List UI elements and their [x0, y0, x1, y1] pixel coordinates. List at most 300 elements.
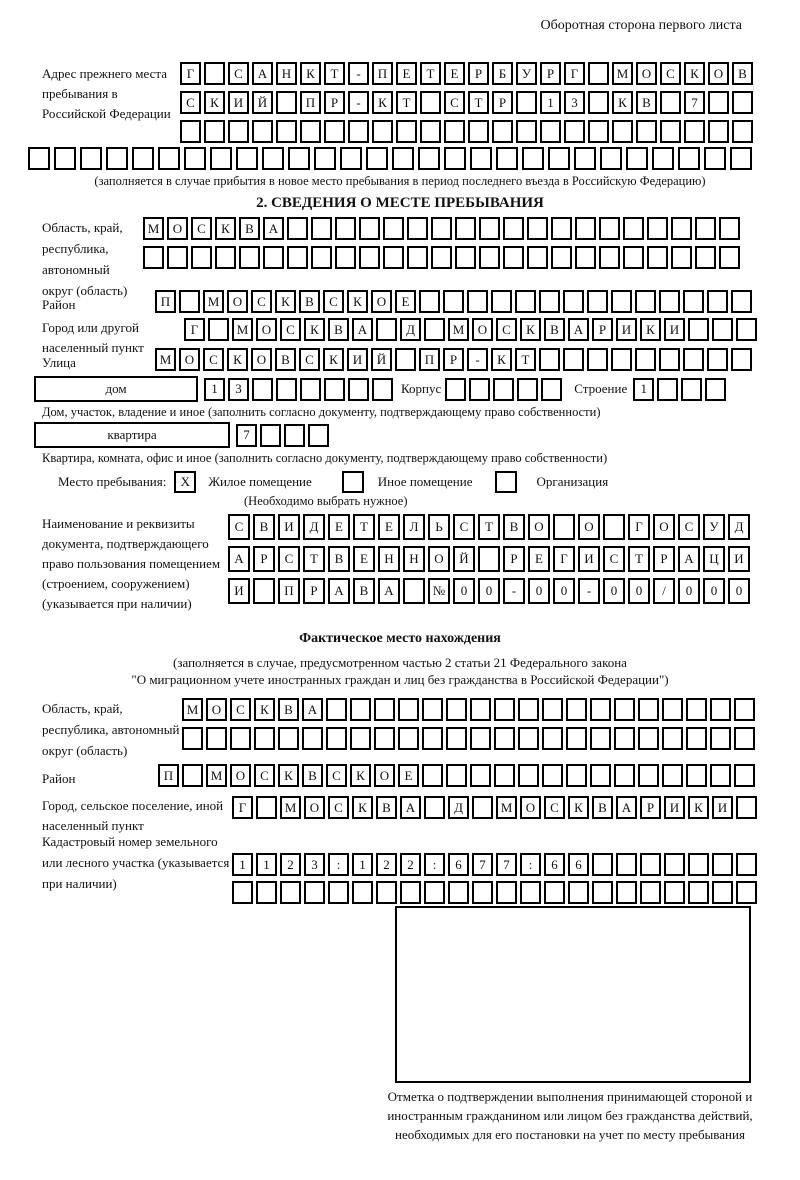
char-cell[interactable]: 0 — [703, 578, 725, 604]
char-cell[interactable] — [564, 120, 585, 143]
char-cell[interactable]: С — [678, 514, 700, 540]
char-cell[interactable] — [542, 764, 563, 787]
char-cell[interactable] — [517, 378, 538, 401]
char-cell[interactable]: С — [299, 348, 320, 371]
char-cell[interactable]: О — [227, 290, 248, 313]
char-cell[interactable] — [736, 881, 757, 904]
char-cell[interactable] — [566, 727, 587, 750]
char-cell[interactable] — [302, 727, 323, 750]
char-cell[interactable]: С — [228, 514, 250, 540]
char-cell[interactable] — [446, 727, 467, 750]
char-cell[interactable] — [326, 698, 347, 721]
char-cell[interactable]: И — [728, 546, 750, 572]
char-cell[interactable]: П — [278, 578, 300, 604]
char-cell[interactable]: 0 — [628, 578, 650, 604]
char-cell[interactable]: С — [230, 698, 251, 721]
char-cell[interactable]: О — [179, 348, 200, 371]
char-cell[interactable]: О — [708, 62, 729, 85]
char-cell[interactable] — [681, 378, 702, 401]
char-cell[interactable]: М — [448, 318, 469, 341]
char-cell[interactable] — [253, 578, 275, 604]
char-cell[interactable]: М — [232, 318, 253, 341]
char-cell[interactable]: К — [372, 91, 393, 114]
char-cell[interactable]: В — [503, 514, 525, 540]
char-cell[interactable] — [324, 378, 345, 401]
char-cell[interactable]: 1 — [352, 853, 373, 876]
char-cell[interactable]: - — [578, 578, 600, 604]
char-cell[interactable] — [660, 91, 681, 114]
char-cell[interactable]: Р — [503, 546, 525, 572]
char-cell[interactable]: Р — [640, 796, 661, 819]
char-cell[interactable]: В — [636, 91, 657, 114]
char-cell[interactable] — [712, 881, 733, 904]
char-cell[interactable] — [522, 147, 544, 170]
char-cell[interactable] — [719, 217, 740, 240]
char-cell[interactable] — [288, 147, 310, 170]
char-cell[interactable] — [553, 514, 575, 540]
char-cell[interactable]: Ц — [703, 546, 725, 572]
char-cell[interactable]: О — [167, 217, 188, 240]
char-cell[interactable]: 6 — [448, 853, 469, 876]
char-cell[interactable] — [494, 727, 515, 750]
char-cell[interactable]: О — [374, 764, 395, 787]
char-cell[interactable]: К — [300, 62, 321, 85]
char-cell[interactable]: Е — [353, 546, 375, 572]
char-cell[interactable] — [28, 147, 50, 170]
char-cell[interactable] — [182, 727, 203, 750]
char-cell[interactable]: Е — [444, 62, 465, 85]
char-cell[interactable]: - — [348, 91, 369, 114]
char-cell[interactable]: 7 — [496, 853, 517, 876]
char-cell[interactable] — [516, 91, 537, 114]
char-cell[interactable] — [623, 217, 644, 240]
char-cell[interactable] — [575, 246, 596, 269]
char-cell[interactable] — [640, 853, 661, 876]
char-cell[interactable] — [372, 120, 393, 143]
char-cell[interactable] — [287, 217, 308, 240]
char-cell[interactable]: П — [158, 764, 179, 787]
char-cell[interactable] — [252, 378, 273, 401]
char-cell[interactable] — [635, 348, 656, 371]
char-cell[interactable] — [518, 698, 539, 721]
char-cell[interactable] — [494, 698, 515, 721]
char-cell[interactable]: О — [251, 348, 272, 371]
char-cell[interactable] — [424, 796, 445, 819]
char-cell[interactable] — [731, 348, 752, 371]
char-cell[interactable] — [470, 727, 491, 750]
char-cell[interactable]: К — [323, 348, 344, 371]
char-cell[interactable]: А — [328, 578, 350, 604]
char-cell[interactable]: А — [678, 546, 700, 572]
char-cell[interactable]: К — [227, 348, 248, 371]
char-cell[interactable]: Т — [515, 348, 536, 371]
char-cell[interactable] — [734, 764, 755, 787]
char-cell[interactable]: К — [612, 91, 633, 114]
char-cell[interactable]: Й — [453, 546, 475, 572]
char-cell[interactable]: А — [263, 217, 284, 240]
char-cell[interactable] — [599, 217, 620, 240]
char-cell[interactable] — [616, 881, 637, 904]
char-cell[interactable]: И — [228, 91, 249, 114]
char-cell[interactable] — [496, 147, 518, 170]
char-cell[interactable] — [647, 217, 668, 240]
char-cell[interactable] — [563, 348, 584, 371]
char-cell[interactable]: А — [352, 318, 373, 341]
char-cell[interactable] — [548, 147, 570, 170]
char-cell[interactable]: В — [376, 796, 397, 819]
char-cell[interactable]: С — [660, 62, 681, 85]
char-cell[interactable]: С — [254, 764, 275, 787]
char-cell[interactable]: О — [653, 514, 675, 540]
char-cell[interactable]: К — [568, 796, 589, 819]
char-cell[interactable] — [374, 698, 395, 721]
char-cell[interactable] — [592, 881, 613, 904]
char-cell[interactable] — [662, 698, 683, 721]
char-cell[interactable] — [398, 727, 419, 750]
char-cell[interactable] — [350, 727, 371, 750]
char-cell[interactable] — [448, 881, 469, 904]
char-cell[interactable] — [614, 727, 635, 750]
char-cell[interactable] — [254, 727, 275, 750]
char-cell[interactable] — [732, 120, 753, 143]
char-cell[interactable] — [444, 120, 465, 143]
char-cell[interactable]: 3 — [228, 378, 249, 401]
char-cell[interactable] — [210, 147, 232, 170]
char-cell[interactable]: Г — [180, 62, 201, 85]
char-cell[interactable]: О — [230, 764, 251, 787]
char-cell[interactable]: В — [302, 764, 323, 787]
char-cell[interactable] — [468, 120, 489, 143]
char-cell[interactable] — [712, 318, 733, 341]
char-cell[interactable]: Т — [420, 62, 441, 85]
char-cell[interactable] — [467, 290, 488, 313]
char-cell[interactable]: Н — [276, 62, 297, 85]
char-cell[interactable] — [407, 246, 428, 269]
char-cell[interactable] — [590, 727, 611, 750]
char-cell[interactable] — [734, 727, 755, 750]
char-cell[interactable]: П — [419, 348, 440, 371]
char-cell[interactable]: К — [215, 217, 236, 240]
char-cell[interactable] — [376, 318, 397, 341]
char-cell[interactable]: К — [347, 290, 368, 313]
char-cell[interactable] — [516, 120, 537, 143]
char-cell[interactable] — [616, 853, 637, 876]
char-cell[interactable]: И — [712, 796, 733, 819]
char-cell[interactable] — [262, 147, 284, 170]
char-cell[interactable] — [638, 764, 659, 787]
char-cell[interactable] — [304, 881, 325, 904]
char-cell[interactable] — [376, 881, 397, 904]
char-cell[interactable] — [396, 120, 417, 143]
char-cell[interactable]: Б — [492, 62, 513, 85]
char-cell[interactable]: Е — [395, 290, 416, 313]
char-cell[interactable]: К — [254, 698, 275, 721]
char-cell[interactable] — [652, 147, 674, 170]
char-cell[interactable]: / — [653, 578, 675, 604]
char-cell[interactable] — [587, 290, 608, 313]
char-cell[interactable] — [431, 246, 452, 269]
char-cell[interactable] — [568, 881, 589, 904]
char-cell[interactable] — [587, 348, 608, 371]
char-cell[interactable]: С — [191, 217, 212, 240]
char-cell[interactable]: Г — [184, 318, 205, 341]
char-cell[interactable] — [143, 246, 164, 269]
char-cell[interactable]: Д — [728, 514, 750, 540]
char-cell[interactable] — [688, 881, 709, 904]
char-cell[interactable]: С — [603, 546, 625, 572]
char-cell[interactable] — [256, 796, 277, 819]
char-cell[interactable] — [359, 246, 380, 269]
char-cell[interactable]: Р — [468, 62, 489, 85]
char-cell[interactable]: И — [228, 578, 250, 604]
char-cell[interactable]: И — [664, 318, 685, 341]
char-cell[interactable] — [348, 120, 369, 143]
char-cell[interactable] — [662, 764, 683, 787]
char-cell[interactable] — [662, 727, 683, 750]
char-cell[interactable]: К — [278, 764, 299, 787]
char-cell[interactable] — [350, 698, 371, 721]
char-cell[interactable] — [647, 246, 668, 269]
char-cell[interactable] — [479, 217, 500, 240]
char-cell[interactable]: Л — [403, 514, 425, 540]
char-cell[interactable] — [491, 290, 512, 313]
char-cell[interactable] — [588, 120, 609, 143]
char-cell[interactable]: О — [256, 318, 277, 341]
char-cell[interactable]: О — [520, 796, 541, 819]
char-cell[interactable]: В — [328, 546, 350, 572]
char-cell[interactable] — [574, 147, 596, 170]
char-cell[interactable] — [236, 147, 258, 170]
char-cell[interactable]: Р — [653, 546, 675, 572]
char-cell[interactable] — [300, 378, 321, 401]
char-cell[interactable] — [660, 120, 681, 143]
char-cell[interactable] — [228, 120, 249, 143]
char-cell[interactable]: Й — [252, 91, 273, 114]
char-cell[interactable] — [230, 727, 251, 750]
char-cell[interactable] — [590, 698, 611, 721]
stay-option-other-checkbox[interactable] — [342, 471, 364, 493]
char-cell[interactable] — [446, 764, 467, 787]
char-cell[interactable] — [208, 318, 229, 341]
char-cell[interactable]: О — [206, 698, 227, 721]
char-cell[interactable]: Д — [303, 514, 325, 540]
char-cell[interactable]: К — [350, 764, 371, 787]
char-cell[interactable] — [683, 348, 704, 371]
char-cell[interactable]: У — [703, 514, 725, 540]
char-cell[interactable]: 6 — [568, 853, 589, 876]
char-cell[interactable]: Е — [396, 62, 417, 85]
char-cell[interactable] — [493, 378, 514, 401]
char-cell[interactable]: Т — [478, 514, 500, 540]
char-cell[interactable] — [736, 796, 757, 819]
char-cell[interactable] — [54, 147, 76, 170]
char-cell[interactable] — [280, 881, 301, 904]
char-cell[interactable] — [695, 217, 716, 240]
char-cell[interactable]: О — [371, 290, 392, 313]
char-cell[interactable] — [106, 147, 128, 170]
char-cell[interactable] — [664, 853, 685, 876]
char-cell[interactable]: С — [251, 290, 272, 313]
char-cell[interactable] — [335, 217, 356, 240]
char-cell[interactable]: Т — [628, 546, 650, 572]
char-cell[interactable]: Р — [540, 62, 561, 85]
char-cell[interactable]: О — [304, 796, 325, 819]
char-cell[interactable] — [400, 881, 421, 904]
char-cell[interactable]: Ь — [428, 514, 450, 540]
char-cell[interactable] — [366, 147, 388, 170]
char-cell[interactable] — [311, 217, 332, 240]
char-cell[interactable] — [392, 147, 414, 170]
char-cell[interactable] — [372, 378, 393, 401]
char-cell[interactable]: Г — [232, 796, 253, 819]
char-cell[interactable] — [472, 881, 493, 904]
char-cell[interactable]: К — [684, 62, 705, 85]
char-cell[interactable]: Г — [564, 62, 585, 85]
char-cell[interactable]: Т — [303, 546, 325, 572]
char-cell[interactable] — [80, 147, 102, 170]
char-cell[interactable] — [395, 348, 416, 371]
char-cell[interactable]: 7 — [472, 853, 493, 876]
char-cell[interactable]: К — [275, 290, 296, 313]
char-cell[interactable] — [422, 698, 443, 721]
char-cell[interactable] — [308, 424, 329, 447]
char-cell[interactable] — [518, 764, 539, 787]
char-cell[interactable] — [710, 764, 731, 787]
char-cell[interactable] — [503, 246, 524, 269]
char-cell[interactable]: С — [328, 796, 349, 819]
char-cell[interactable] — [407, 217, 428, 240]
char-cell[interactable] — [527, 246, 548, 269]
char-cell[interactable] — [252, 120, 273, 143]
char-cell[interactable]: С — [453, 514, 475, 540]
char-cell[interactable] — [566, 764, 587, 787]
char-cell[interactable] — [588, 62, 609, 85]
char-cell[interactable] — [527, 217, 548, 240]
char-cell[interactable] — [184, 147, 206, 170]
char-cell[interactable] — [638, 727, 659, 750]
char-cell[interactable]: 2 — [376, 853, 397, 876]
char-cell[interactable] — [204, 62, 225, 85]
char-cell[interactable]: 0 — [603, 578, 625, 604]
char-cell[interactable] — [158, 147, 180, 170]
char-cell[interactable]: В — [353, 578, 375, 604]
char-cell[interactable] — [551, 217, 572, 240]
char-cell[interactable] — [599, 246, 620, 269]
char-cell[interactable] — [383, 217, 404, 240]
char-cell[interactable]: С — [203, 348, 224, 371]
char-cell[interactable] — [374, 727, 395, 750]
char-cell[interactable] — [730, 147, 752, 170]
char-cell[interactable]: 0 — [553, 578, 575, 604]
char-cell[interactable] — [614, 764, 635, 787]
char-cell[interactable] — [359, 217, 380, 240]
char-cell[interactable]: А — [302, 698, 323, 721]
char-cell[interactable]: О — [578, 514, 600, 540]
char-cell[interactable]: 7 — [684, 91, 705, 114]
char-cell[interactable]: Р — [303, 578, 325, 604]
char-cell[interactable]: Т — [468, 91, 489, 114]
char-cell[interactable] — [472, 796, 493, 819]
char-cell[interactable]: К — [520, 318, 541, 341]
char-cell[interactable] — [445, 378, 466, 401]
char-cell[interactable] — [179, 290, 200, 313]
char-cell[interactable] — [671, 246, 692, 269]
char-cell[interactable]: Д — [400, 318, 421, 341]
char-cell[interactable]: М — [206, 764, 227, 787]
char-cell[interactable] — [455, 246, 476, 269]
char-cell[interactable] — [590, 764, 611, 787]
char-cell[interactable] — [520, 881, 541, 904]
char-cell[interactable] — [443, 290, 464, 313]
char-cell[interactable]: И — [347, 348, 368, 371]
char-cell[interactable]: К — [640, 318, 661, 341]
char-cell[interactable] — [611, 348, 632, 371]
char-cell[interactable]: В — [732, 62, 753, 85]
char-cell[interactable] — [664, 881, 685, 904]
char-cell[interactable] — [492, 120, 513, 143]
char-cell[interactable] — [204, 120, 225, 143]
char-cell[interactable] — [284, 424, 305, 447]
char-cell[interactable] — [419, 290, 440, 313]
char-cell[interactable]: О — [472, 318, 493, 341]
char-cell[interactable] — [335, 246, 356, 269]
char-cell[interactable]: А — [252, 62, 273, 85]
char-cell[interactable] — [232, 881, 253, 904]
char-cell[interactable]: Е — [528, 546, 550, 572]
char-cell[interactable] — [478, 546, 500, 572]
char-cell[interactable] — [470, 698, 491, 721]
char-cell[interactable]: Д — [448, 796, 469, 819]
char-cell[interactable]: С — [544, 796, 565, 819]
char-cell[interactable] — [276, 120, 297, 143]
char-cell[interactable] — [263, 246, 284, 269]
char-cell[interactable]: В — [239, 217, 260, 240]
char-cell[interactable]: С — [278, 546, 300, 572]
char-cell[interactable] — [340, 147, 362, 170]
char-cell[interactable] — [424, 318, 445, 341]
stay-option-residential-checkbox[interactable]: X — [174, 471, 196, 493]
char-cell[interactable]: : — [424, 853, 445, 876]
char-cell[interactable] — [688, 853, 709, 876]
char-cell[interactable]: В — [544, 318, 565, 341]
stay-option-organization-checkbox[interactable] — [495, 471, 517, 493]
char-cell[interactable] — [541, 378, 562, 401]
char-cell[interactable]: Й — [371, 348, 392, 371]
char-cell[interactable]: 2 — [400, 853, 421, 876]
char-cell[interactable]: Г — [628, 514, 650, 540]
char-cell[interactable]: С — [280, 318, 301, 341]
char-cell[interactable]: С — [180, 91, 201, 114]
char-cell[interactable]: Р — [324, 91, 345, 114]
char-cell[interactable]: 1 — [232, 853, 253, 876]
char-cell[interactable]: Н — [378, 546, 400, 572]
char-cell[interactable]: В — [328, 318, 349, 341]
char-cell[interactable] — [420, 91, 441, 114]
char-cell[interactable]: № — [428, 578, 450, 604]
char-cell[interactable] — [398, 698, 419, 721]
char-cell[interactable] — [239, 246, 260, 269]
char-cell[interactable]: 3 — [564, 91, 585, 114]
char-cell[interactable] — [132, 147, 154, 170]
char-cell[interactable]: С — [228, 62, 249, 85]
char-cell[interactable]: И — [578, 546, 600, 572]
char-cell[interactable] — [422, 727, 443, 750]
char-cell[interactable] — [544, 881, 565, 904]
char-cell[interactable]: Т — [396, 91, 417, 114]
char-cell[interactable]: 1 — [540, 91, 561, 114]
char-cell[interactable]: : — [328, 853, 349, 876]
char-cell[interactable]: А — [378, 578, 400, 604]
